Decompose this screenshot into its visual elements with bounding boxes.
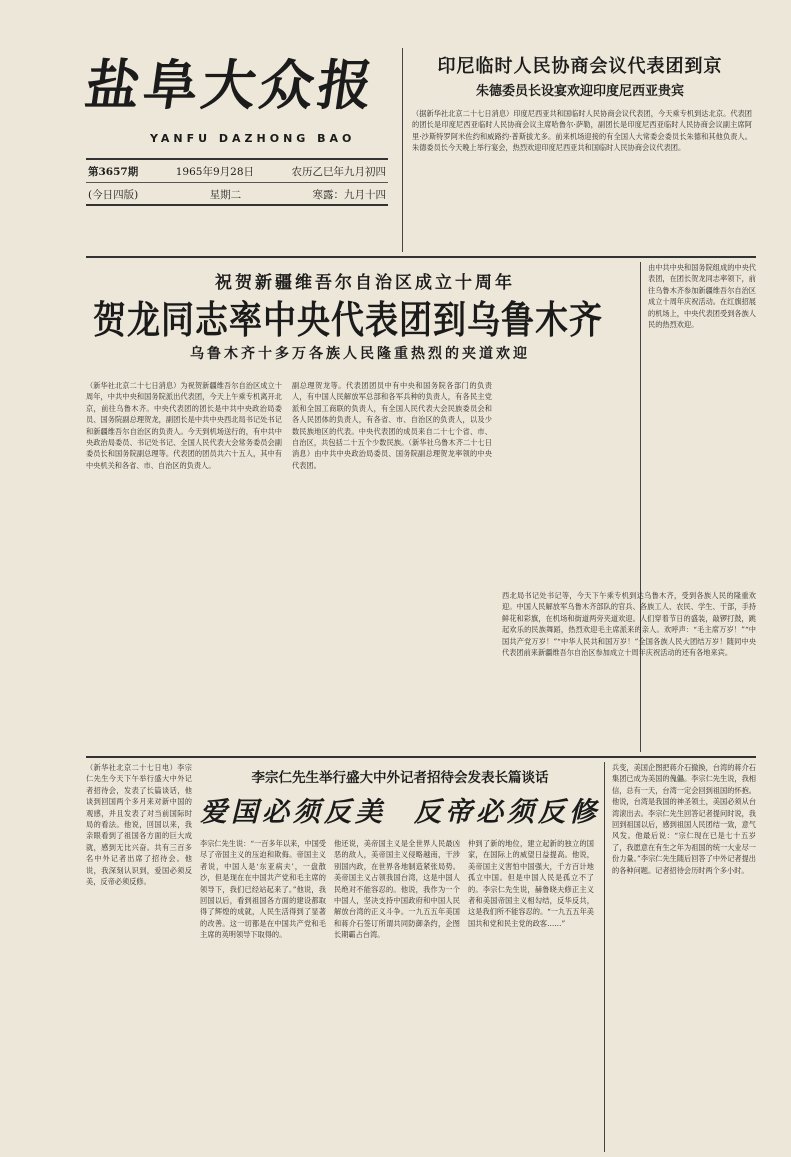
top-right-body: （据新华社北京二十七日消息）印度尼西亚共和国临时人民协商会议代表团，今天乘专机到达北京。代表团的团长是印度尼西亚临时人民协商会议主席哈鲁尔·萨勒，副团长是印度尼西亚临时人民协商会议副主席阿里·沙斯特罗阿米佐约和威路约·普斯拔尤多。前来机场迎接的有全国人大常委会委员长朱德和其他负责人。朱德委员长今天晚上举行宴会，热烈欢迎印度尼西亚共和国临时人民协商会议代表团。 bbox=[412, 109, 752, 153]
issue-lunar: 农历乙巳年九月初四 bbox=[291, 165, 386, 178]
masthead-title: 盐阜大众报 bbox=[81, 53, 381, 117]
column-divider bbox=[402, 48, 403, 252]
top-right-headline: 印尼临时人民协商会议代表团到京 bbox=[437, 56, 723, 77]
lead-side-column: 由中共中央和国务院组成的中央代表团，在团长贺龙同志率领下，前往乌鲁木齐参加新疆维吾尔自治区成立十周年庆祝活动。在红旗招展的机场上，中央代表团受到各族人民的热烈欢迎。 bbox=[648, 263, 756, 330]
issue-pages: (今日四版) bbox=[88, 188, 139, 201]
lead-column-3: 西北局书记处书记等，今天下午乘专机到达乌鲁木齐，受到各族人民的隆重欢迎。中国人民解放军乌鲁木齐部队的官兵、各族工人、农民、学生、干部，手持鲜花和彩旗，在机场和街道两旁夹道欢迎。人们穿着节日的盛装，敲锣打鼓，跳起欢乐的民族舞蹈，热烈欢迎毛主席派来的亲人。欢呼声：“毛主席万岁！”“中国共产党万岁！”“中华人民共和国万岁！”全国各族人民大团结万岁！随同中央代表团前来新疆维吾尔自治区参加成立十周年庆祝活动的还有各地来宾。 bbox=[502, 591, 756, 658]
lead-headline: 贺龙同志率中央代表团到乌鲁木齐 bbox=[93, 297, 603, 343]
second-headline-a: 爱国必须反美 bbox=[200, 797, 386, 828]
masthead-pinyin: YANFU DAZHONG BAO bbox=[150, 132, 356, 145]
issue-weekday: 星期二 bbox=[209, 188, 242, 201]
second-column-3: 仲到了新的地位，建立起新的独立的国家，在国际上的威望日益提高。他说，美帝国主义害怕中国强大，千方百计地孤立中国。但是中国人民是孤立不了的。李宗仁先生说，赫鲁晓夫修正主义者和美国帝国主义相勾结，反华反共，这是我们所不能容忍的。“一九五五年美国共和党和民主党的政客……” bbox=[468, 839, 594, 928]
second-kicker: 李宗仁先生举行盛大中外记者招待会发表长篇谈话 bbox=[251, 770, 549, 786]
lead-column-2: 副总理贺龙等。代表团团员中有中央和国务院各部门的负责人，有中国人民解放军总部和各军兵种的负责人，有各民主党派和全国工商联的负责人，有全国人民代表大会民族委员会和各人民团体的负责人，有各省、市、自治区的负责人，以及少数民族地区的代表。中央代表团的成员来自二十七个省、市、自治区，共包括二十五个少数民族。（新华社乌鲁木齐二十七日消息）由中共中央政治局委员、国务院副总理贺龙率领的中央代表团。 bbox=[292, 381, 492, 470]
column-divider bbox=[604, 762, 605, 1152]
section-divider bbox=[86, 756, 756, 758]
second-column-1: 李宗仁先生说：“一百多年以来，中国受尽了帝国主义的压迫和欺侮。帝国主义者说，中国人是‘东亚病夫’，一盘散沙，但是现在在中国共产党和毛主席的领导下，我们已经站起来了。”他说，我回国以后，看到祖国各方面的建设都取得了辉煌的成就，人民生活得到了显著的改善。这一切都是在中国共产党和毛主席的英明领导下取得的。 bbox=[200, 839, 326, 940]
issue-date: 1965年9月28日 bbox=[175, 165, 254, 178]
second-headline-b: 反帝必须反修 bbox=[414, 797, 600, 828]
lead-kicker: 祝贺新疆维吾尔自治区成立十周年 bbox=[215, 273, 515, 293]
issue-info-bar bbox=[86, 158, 388, 206]
lead-column-1: （新华社北京二十七日消息）为祝贺新疆维吾尔自治区成立十周年，中共中央和国务院派出代表团，今天上午乘专机离开北京，前往乌鲁木齐。中央代表团的团长是中共中央政治局委员、国务院副总理贺龙，副团长是中共中央西北局书记处书记和新疆维吾尔自治区的负责人。今天到机场送行的，有中共中央政治局委员、书记处书记、全国人民代表大会常务委员会副委员长和国务院副总理等。代表团的团员共六十五人，其中有中央机关和各省、市、自治区的负责人。 bbox=[86, 381, 282, 470]
second-right-column: 兵变，美国企图把蒋介石撤换，台湾的蒋介石集团已成为美国的傀儡。李宗仁先生说，我相信，总有一天，台湾一定会回到祖国的怀抱。他说，台湾是我国的神圣领土，美国必须从台湾滚出去。李宗仁先生回答记者提问时说，我回到祖国以后，感到祖国人民团结一致，意气风发。他最后说：“宗仁现在已是七十五岁了，我愿意在有生之年为祖国的统一大业尽一份力量。”李宗仁先生随后回答了中外记者提出的各种问题。记者招待会历时两个多小时。 bbox=[612, 763, 756, 875]
lead-subhead: 乌鲁木齐十多万各族人民隆重热烈的夹道欢迎 bbox=[190, 346, 530, 362]
top-right-subhead: 朱德委员长设宴欢迎印度尼西亚贵宾 bbox=[475, 84, 684, 99]
second-column-2: 他还说，美帝国主义是全世界人民最凶恶的敌人，美帝国主义侵略越南，干涉别国内政，在世界各地制造紧张局势。美帝国主义占领我国台湾，这是中国人民绝对不能容忍的。他说，我作为一个中国人，坚决支持中国政府和中国人民解放台湾的正义斗争。一九五五年美国和蒋介石签订所谓共同防御条约，企图长期霸占台湾。 bbox=[334, 839, 460, 940]
issue-number: 第3657期 bbox=[88, 165, 139, 178]
second-headline bbox=[180, 790, 620, 829]
second-left-column: （新华社北京二十七日电）李宗仁先生今天下午举行盛大中外记者招待会，发表了长篇谈话，他谈到回国两个多月来对新中国的观感，并且发表了对当前国际时局的看法。他说，回国以来，我亲眼看到了祖国各方面的巨大成就，感到无比兴奋。共有三百多名中外记者出席了招待会。他说，我深刻认识到，爱国必须反美，反帝必须反修。 bbox=[86, 763, 192, 887]
section-divider bbox=[86, 256, 756, 258]
issue-solar-term: 寒露：九月十四 bbox=[312, 188, 386, 201]
